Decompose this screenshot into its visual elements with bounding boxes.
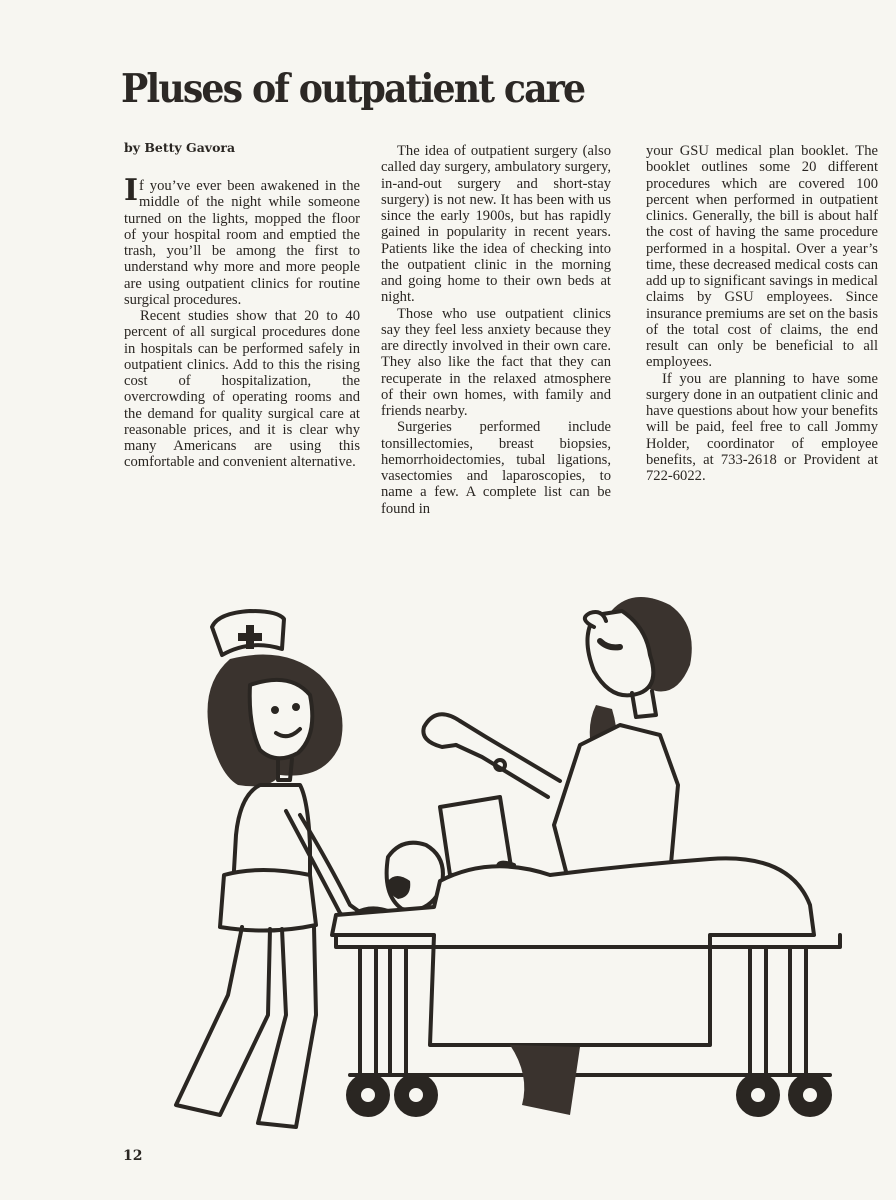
paragraph-1-text: f you’ve ever been awakened in the middle of the night while someone turned on the lights, mopped the floor of your hospital room and emptied the trash, you’ll be among the first to understand why more and more people are using outpatient clinics for routine surgical procedures. [124, 178, 360, 308]
article-title: Pluses of outpatient care [121, 66, 585, 112]
paragraph-7: If you are planning to have some surgery done in an outpatient clinic and have questions about how your benefits will be paid, feel free to call Jommy Holder, coordinator of employee benefits, at 733-2618 or Provident at 722-6022. [646, 370, 878, 484]
article-byline: by Betty Gavora [124, 140, 236, 155]
doctor-figure [423, 597, 691, 887]
paragraph-4: Those who use outpatient clinics say they feel less anxiety because they are directly involved in their own care. They also like the fact that they can recuperate in the relaxed atmosphere of their own homes, with family and friends nearby. [381, 305, 611, 419]
text-column-2 [381, 143, 611, 517]
text-column-1 [124, 173, 360, 471]
paragraph-2: Recent studies show that 20 to 40 percent of all surgical procedures done in hospitals can be performed safely in outpatient clinics. Add to this the rising cost of hospitalization, the overcrowding of operating rooms and the demand for quality surgical care at reasonable prices, and it is clear why many Americans are using this comfortable and convenient alternative. [124, 308, 360, 471]
nurse-cap [212, 611, 284, 655]
page-number: 12 [123, 1148, 143, 1164]
drop-cap: I [124, 173, 139, 208]
nurse-doctor-patient-illustration [150, 575, 850, 1140]
paragraph-6: your GSU medical plan booklet. The booklet outlines some 20 different procedures which are covered 100 percent when performed in outpatient clinics. Generally, the bill is about half the cost of having the same procedure performed in a hospital. Over a year’s time, these decreased medical costs can add up to significant savings in medical claims by GSU employees. Since insurance premiums are set on the basis of the total cost of claims, the end result can only be beneficial to all employees. [646, 143, 878, 371]
paragraph-1 [124, 173, 360, 308]
paragraph-3: The idea of outpatient surgery (also called day surgery, ambulatory surgery, in-and-out surgery and short-stay surgery) is not new. It has been with us since the early 1900s, but has rapidly gained in popularity in recent years. Patients like the idea of checking into the outpatient clinic in the morning and going home to their own beds at night. [381, 143, 611, 306]
paragraph-5: Surgeries performed include tonsillectomies, breast biopsies, hemorrhoidectomies, tubal ligations, vasectomies and laparoscopies, to name a few. A complete list can be found in [381, 419, 611, 517]
text-column-3 [646, 143, 878, 484]
